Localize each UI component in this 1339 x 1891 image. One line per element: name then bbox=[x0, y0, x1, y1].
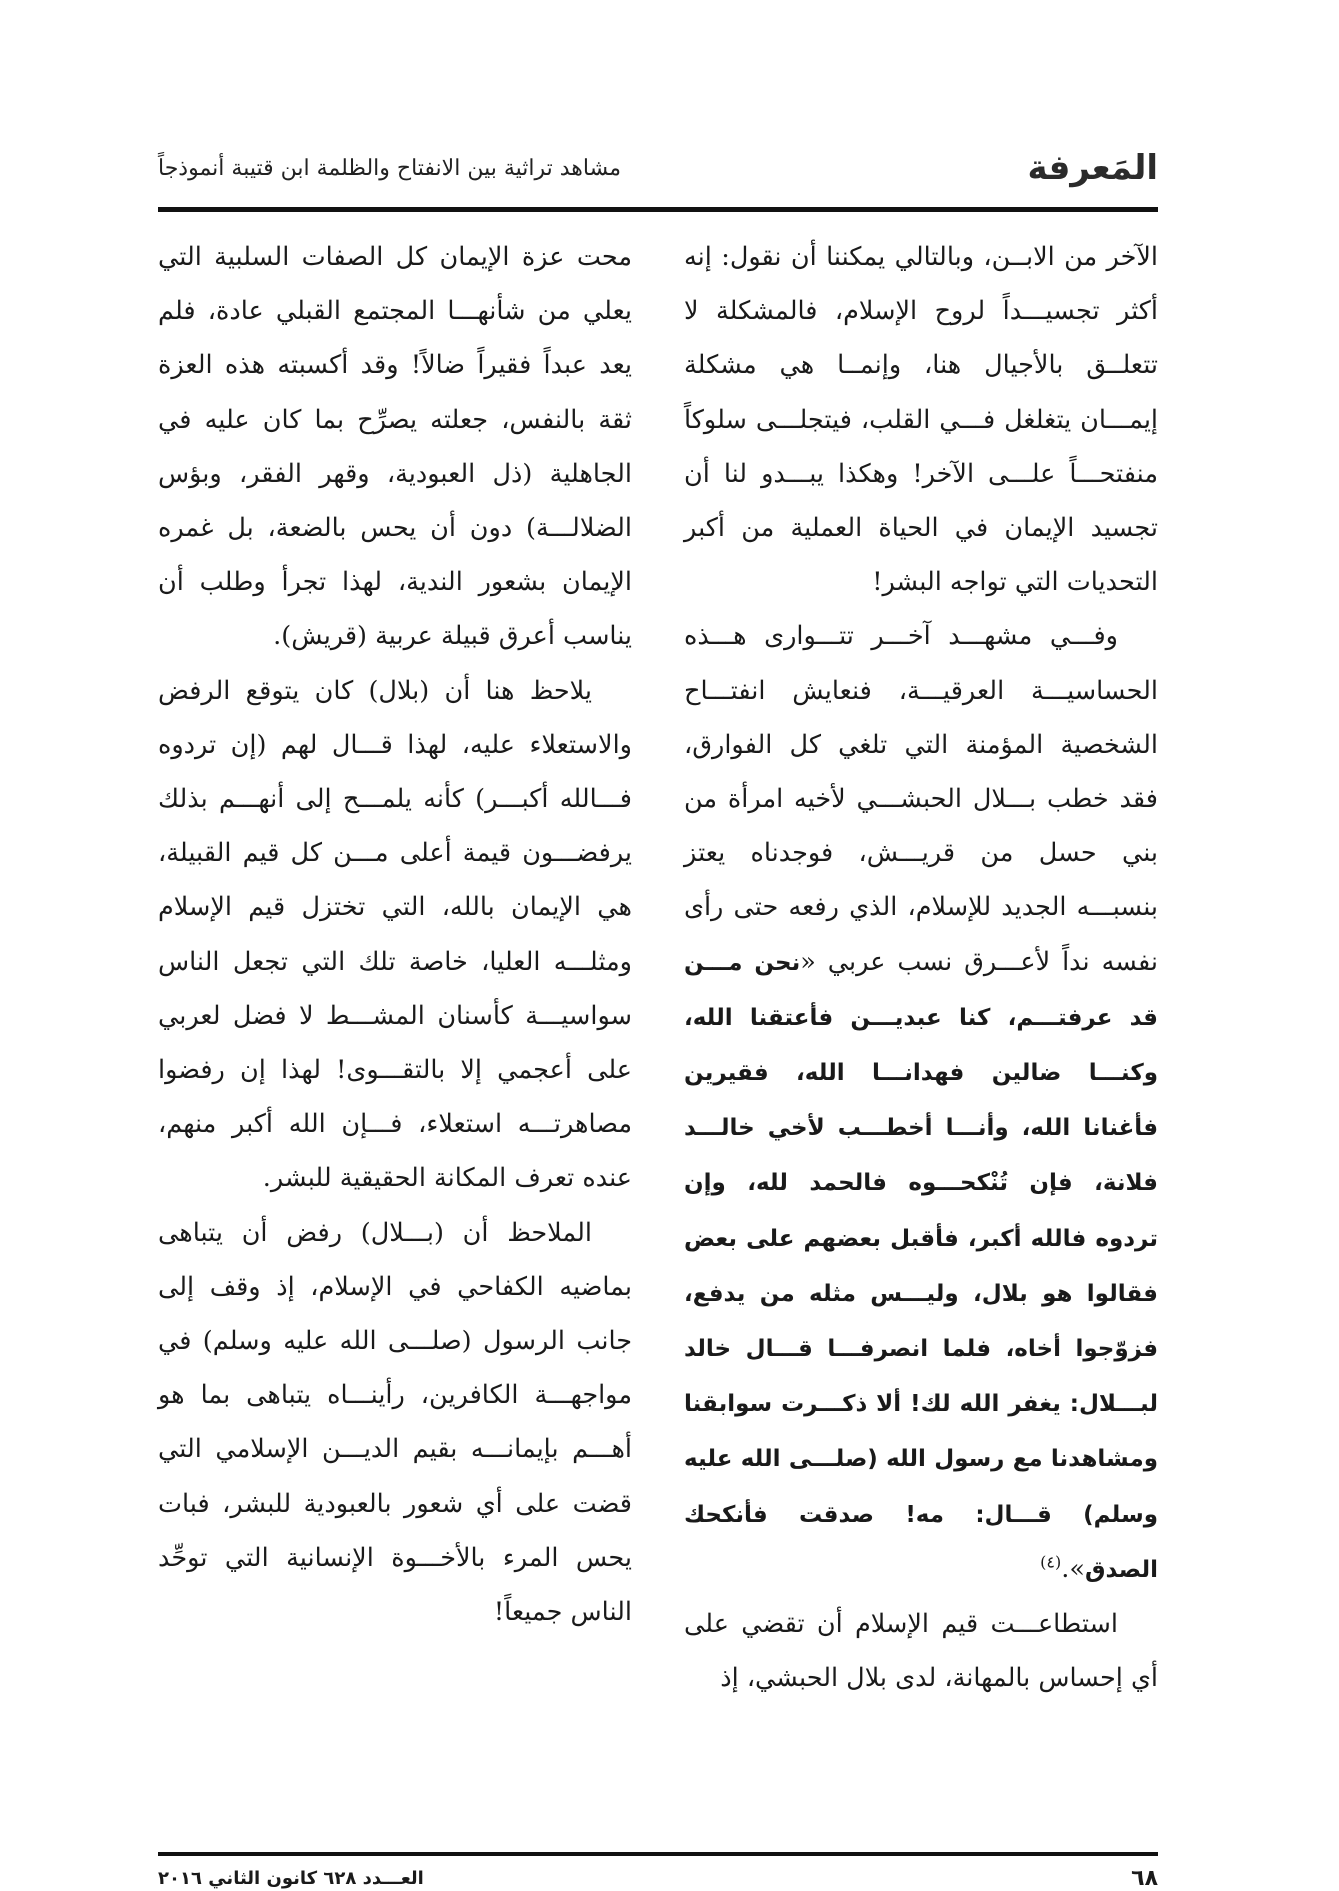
running-title: مشاهد تراثية بين الانفتاح والظلمة ابن قتيبة أنموذجاً bbox=[158, 156, 622, 181]
right-column bbox=[684, 230, 1158, 1705]
paragraph: يلاحظ هنا أن (بلال) كان يتوقع الرفض والاستعلاء عليه، لهذا قـــال لهم (إن تردوه فـــالله أكبـــر) كأنه يلمـــح إلى أنهـــم بذلك يرفضـــون قيمة أعلى مـــن كل قيم القبيلة، هي الإيمان بالله، التي تختزل قيم الإسلام ومثلـــه العليا، خاصة تلك التي تجعل الناس سواسيـــة كأسنان المشـــط لا فضل لعربي على أعجمي إلا بالتقـــوى! لهذا إن رفضوا مصاهرتـــه استعلاء، فـــإن الله أكبر منهم، عنده تعرف المكانة الحقيقية للبشر. bbox=[158, 675, 632, 1194]
header-rule bbox=[158, 207, 1158, 212]
paragraph: استطاعـــت قيم الإسلام أن تقضي على أي إحساس بالمهانة، لدى بلال الحبشي، إذ bbox=[684, 1609, 1158, 1694]
page-footer bbox=[158, 1866, 1158, 1891]
magazine-logo: المَعرفة bbox=[1027, 148, 1158, 188]
page-header bbox=[158, 138, 1158, 198]
quote-paragraph bbox=[684, 609, 1158, 1597]
quote-close: ». bbox=[1061, 1553, 1085, 1584]
paragraph: الآخر من الابــن، وبالتالي يمكننا أن نقول: إنه أكثر تجسيـــداً لروح الإسلام، فالمشكلة لا تتعلــق بالأجيال هنا، وإنمــا هي مشكلة إيمـــان يتغلغل فـــي القلب، فيتجلـــى سلوكاً منفتحـــاً علـــى الآخر! وهكذا يبـــدو لنا أن تجسيد الإيمان في الحياة العملية من أكبر التحديات التي تواجه البشر! bbox=[684, 242, 1158, 598]
footer-rule bbox=[158, 1852, 1158, 1856]
paragraph: محت عزة الإيمان كل الصفات السلبية التي يعلي من شأنهـــا المجتمع القبلي عادة، فلم يعد عبداً فقيراً ضالاً! وقد أكسبته هذه العزة ثقة بالنفس، جعلته يصرِّح بما كان عليه في الجاهلية (ذل العبودية، وقهر الفقر، وبؤس الضلالـــة) دون أن يحس بالضعة، بل غمره الإيمان بشعور الندية، لهذا تجرأ وطلب أن يناسب أعرق قبيلة عربية (قريش). bbox=[158, 242, 632, 652]
left-column bbox=[158, 230, 632, 1639]
bilal-quote: نحن مـــن قد عرفتـــم، كنا عبديـــن فأعتقنا الله، وكنـــا ضالين فهدانـــا الله، فقيرين فأغنانا الله، وأنـــا أخطـــب لأخي خالـــد فلانة، فإن تُنْكحـــوه فالحمد لله، وإن تردوه فالله أكبر، فأقبل بعضهم على بعض فقالوا هو بلال، وليـــس مثله من يدفع، فزوّجوا أخاه، فلما انصرفـــا قـــال خالد لبـــلال: يغفر الله لك! ألا ذكـــرت سوابقنا ومشاهدنا مع رسول الله (صلـــى الله عليه وسلم) قـــال: مه! صدقت فأنكحك الصدق bbox=[684, 949, 1158, 1583]
footnote-marker: (٤) bbox=[1040, 1552, 1062, 1572]
paragraph-intro: وفـــي مشهـــد آخـــر تتـــوارى هـــذه الحساسيـــة العرقيـــة، فنعايش انفتـــاح الشخصية المؤمنة التي تلغي كل الفوارق، فقد خطب بـــلال الحبشـــي لأخيه امرأة من بني حسل من قريـــش، فوجدناه يعتز بنسبـــه الجديد للإسلام، الذي رفعه حتى رأى نفسه نداً لأعـــرق نسب عربي « bbox=[684, 621, 1158, 977]
paragraph: الملاحظ أن (بـــلال) رفض أن يتباهى بماضيه الكفاحي في الإسلام، إذ وقف إلى جانب الرسول (صلـــى الله عليه وسلم) في مواجهـــة الكافرين، رأينـــاه يتباهى بما هو أهـــم بإيمانـــه بقيم الديـــن الإسلامي التي قضت على أي شعور بالعبودية للبشر، فبات يحس المرء بالأخـــوة الإنسانية التي توحِّد الناس جميعاً! bbox=[158, 1217, 632, 1628]
issue-info: العـــدد ٦٢٨ كانون الثاني ٢٠١٦ bbox=[158, 1868, 424, 1889]
page-number: ٦٨ bbox=[1131, 1866, 1158, 1891]
